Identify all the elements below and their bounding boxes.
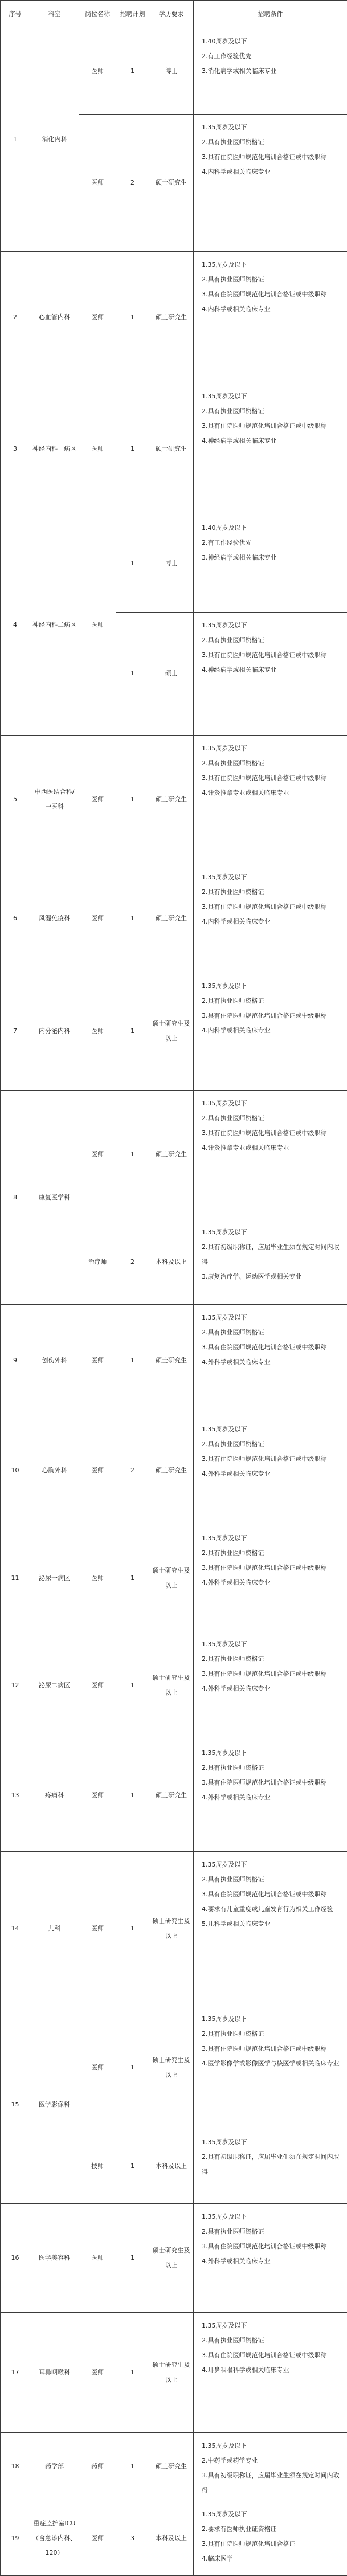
- row-number: 13: [1, 1740, 30, 1851]
- requirements: [194, 114, 347, 251]
- requirement-item: 2.具有执业医师资格证: [202, 997, 264, 1005]
- education-req: 硕士研究生: [149, 1090, 194, 1219]
- requirements: [194, 2312, 347, 2432]
- requirement-item: 1.35周岁及以下: [202, 621, 247, 629]
- row-number: 18: [1, 2432, 30, 2501]
- requirement-item: 3.具有住院医师规范化培训合格证或中级职称: [202, 1455, 327, 1463]
- requirements: [194, 2501, 347, 2576]
- requirement-item: 4.神经病学或相关临床专业: [202, 436, 277, 444]
- position-name: 医师: [79, 2006, 116, 2129]
- requirement-item: 1.35周岁及以下: [202, 1534, 247, 1542]
- requirements: [194, 735, 347, 864]
- requirements: [194, 2006, 347, 2129]
- requirement-item: 4.内科学或相关临床专业: [202, 305, 271, 313]
- position-name: 医师: [79, 1416, 116, 1525]
- row-number: 5: [1, 735, 30, 864]
- education-req: 硕士研究生及以上: [149, 973, 194, 1090]
- header-no: 序号: [1, 1, 30, 28]
- requirements: [194, 1416, 347, 1525]
- requirement-item: 2.要求有医师执业证资格证: [202, 2525, 277, 2533]
- requirement-item: 3.具有住院医师规范化培训合格证或中级职称: [202, 422, 327, 430]
- header-dept: 科室: [30, 1, 79, 28]
- plan-count: 1: [116, 735, 149, 864]
- position-name: 医师: [79, 1740, 116, 1851]
- requirement-item: 3.具有住院医师规范化培训合格证或中级职称: [202, 2242, 327, 2250]
- table-row: [1, 2006, 347, 2129]
- requirement-item: 4.外科学或相关临床专业: [202, 1358, 271, 1366]
- requirements: [194, 1851, 347, 2006]
- education-req: 博士: [149, 28, 194, 115]
- plan-count: 2: [116, 1416, 149, 1525]
- position-name: 医师: [79, 251, 116, 383]
- row-number: 17: [1, 2312, 30, 2432]
- row-number: 7: [1, 973, 30, 1090]
- requirement-item: 2.具有执业医师资格证: [202, 1763, 264, 1771]
- header-plan: 招聘计划: [116, 1, 149, 28]
- requirement-item: 4.医学影像学或影像医学与核医学或相关临床专业: [202, 2060, 340, 2068]
- requirement-item: 1.35周岁及以下: [202, 2510, 247, 2518]
- requirement-item: 1.35周岁及以下: [202, 1426, 247, 1434]
- plan-count: 1: [116, 2129, 149, 2204]
- requirement-item: 1.35周岁及以下: [202, 392, 247, 400]
- requirement-item: 1.35周岁及以下: [202, 1640, 247, 1648]
- requirements: [194, 1305, 347, 1416]
- requirement-item: 2.具有执业医师资格证: [202, 1549, 264, 1557]
- position-name: 医师: [79, 973, 116, 1090]
- requirement-item: 2.具有初级职称证，应届毕业生须在规定时间内取得: [202, 2153, 340, 2176]
- row-number: 10: [1, 1416, 30, 1525]
- header-requirements: 招聘条件: [194, 1, 347, 28]
- requirements: [194, 28, 347, 115]
- dept-name: 泌尿一病区: [30, 1525, 79, 1631]
- requirement-item: 3.具有住院医师规范化培训合格证或中级职称: [202, 1778, 327, 1786]
- row-number: 14: [1, 1851, 30, 2006]
- requirements: [194, 2203, 347, 2312]
- requirement-item: 3.具有初级职称证，应届毕业生须在规定时间内取得: [202, 2471, 340, 2494]
- position-name: 医师: [79, 383, 116, 515]
- requirement-item: 1.35周岁及以下: [202, 123, 247, 131]
- requirements: [194, 864, 347, 973]
- requirement-item: 3.具有住院医师规范化培训合格证或中级职称: [202, 1670, 327, 1678]
- header-position: 岗位名称: [79, 1, 116, 28]
- requirement-item: 1.35周岁及以下: [202, 1749, 247, 1757]
- education-req: 硕士研究生及以上: [149, 2203, 194, 2312]
- plan-count: 1: [116, 1525, 149, 1631]
- table-row: [1, 28, 347, 115]
- requirement-item: 3.具有住院医师规范化培训合格证或中级职称: [202, 153, 327, 161]
- requirement-item: 2.具有执业医师资格证: [202, 888, 264, 896]
- requirements: [194, 2129, 347, 2204]
- education-req: 硕士研究生: [149, 864, 194, 973]
- requirement-item: 1.35周岁及以下: [202, 744, 247, 752]
- requirement-item: 1.40周岁及以下: [202, 38, 247, 45]
- requirement-item: 2.具有执业医师资格证: [202, 1329, 264, 1337]
- requirement-item: 3.具有住院医师规范化培训合格证或中级职称: [202, 1011, 327, 1019]
- requirement-item: 1.35周岁及以下: [202, 873, 247, 881]
- requirement-item: 4.神经病学或相关临床专业: [202, 666, 277, 673]
- row-number: 3: [1, 383, 30, 515]
- table-row: [1, 1631, 347, 1740]
- plan-count: 2: [116, 114, 149, 251]
- requirement-item: 2.有工作经验优先: [202, 52, 252, 60]
- dept-name: 医学美容科: [30, 2203, 79, 2312]
- dept-name: 神经内科二病区: [30, 515, 79, 735]
- position-name: 医师: [79, 1305, 116, 1416]
- plan-count: 1: [116, 973, 149, 1090]
- table-row: [1, 735, 347, 864]
- position-name: 医师: [79, 1851, 116, 2006]
- education-req: 硕士研究生及以上: [149, 1631, 194, 1740]
- requirement-item: 3.康复治疗学、运动医学或相关专业: [202, 1272, 302, 1280]
- requirement-item: 1.35周岁及以下: [202, 2442, 247, 2450]
- table-row: [1, 2312, 347, 2432]
- position-name: 医师: [79, 864, 116, 973]
- dept-name: 泌尿二病区: [30, 1631, 79, 1740]
- education-req: 博士: [149, 515, 194, 612]
- row-number: 16: [1, 2203, 30, 2312]
- plan-count: 2: [116, 1219, 149, 1305]
- row-number: 2: [1, 251, 30, 383]
- dept-name: 耳鼻咽喉科: [30, 2312, 79, 2432]
- position-name: 医师: [79, 28, 116, 115]
- education-req: 本科及以上: [149, 2501, 194, 2576]
- requirement-item: 1.35周岁及以下: [202, 2321, 247, 2329]
- row-number: 19: [1, 2501, 30, 2576]
- table-row: [1, 1090, 347, 1219]
- education-req: 硕士研究生及以上: [149, 2006, 194, 2129]
- table-row: [1, 515, 347, 612]
- requirement-item: 4.针灸推拿专业或相关临床专业: [202, 1144, 289, 1152]
- requirement-item: 2.具有执业医师资格证: [202, 1875, 264, 1883]
- requirement-item: 4.耳鼻咽喉科学或相关临床专业: [202, 2366, 289, 2374]
- requirement-item: 2.有工作经验优先: [202, 538, 252, 546]
- row-number: 12: [1, 1631, 30, 1740]
- education-req: 硕士研究生: [149, 1740, 194, 1851]
- position-name: 医师: [79, 2312, 116, 2432]
- requirements: [194, 251, 347, 383]
- dept-name: 神经内科一病区: [30, 383, 79, 515]
- plan-count: 1: [116, 1631, 149, 1740]
- table-row: [1, 1740, 347, 1851]
- requirements: [194, 1090, 347, 1219]
- dept-name: 重症监护室ICU（含急诊内科、120）: [30, 2501, 79, 2576]
- requirements: [194, 2432, 347, 2501]
- dept-name: 创伤外科: [30, 1305, 79, 1416]
- position-name: 医师: [79, 1631, 116, 1740]
- requirement-item: 2.具有执业医师资格证: [202, 138, 264, 146]
- table-row: [1, 2432, 347, 2501]
- requirement-item: 1.35周岁及以下: [202, 2138, 247, 2146]
- position-name: 医师: [79, 735, 116, 864]
- requirement-item: 3.神经病学或相关临床专业: [202, 553, 277, 561]
- table-row: [1, 1416, 347, 1525]
- requirement-item: 4.要求有儿童重度或儿童发育行为相关工作经验: [202, 1905, 333, 1913]
- requirement-item: 2.中药学或药学专业: [202, 2456, 258, 2464]
- requirement-item: 2.具有执业医师资格证: [202, 1655, 264, 1663]
- education-req: 硕士研究生及以上: [149, 1525, 194, 1631]
- plan-count: 1: [116, 1851, 149, 2006]
- table-row: [1, 1305, 347, 1416]
- position-name: 医师: [79, 2203, 116, 2312]
- table-row: [1, 1525, 347, 1631]
- plan-count: 1: [116, 251, 149, 383]
- dept-name: 中西医结合科/中医科: [30, 735, 79, 864]
- requirements: [194, 1219, 347, 1305]
- requirements: [194, 612, 347, 735]
- plan-count: 1: [116, 2203, 149, 2312]
- row-number: 9: [1, 1305, 30, 1416]
- education-req: 硕士研究生: [149, 251, 194, 383]
- row-number: 8: [1, 1090, 30, 1305]
- requirement-item: 2.具有执业医师资格证: [202, 1114, 264, 1122]
- requirements: [194, 1740, 347, 1851]
- requirement-item: 3.具有住院医师规范化培训合格证或中级职称: [202, 290, 327, 298]
- requirement-item: 3.具有住院医师规范化培训合格证: [202, 2540, 296, 2548]
- requirement-item: 1.40周岁及以下: [202, 524, 247, 532]
- position-name: 医师: [79, 1525, 116, 1631]
- dept-name: 康复医学科: [30, 1090, 79, 1305]
- dept-name: 疼痛科: [30, 1740, 79, 1851]
- dept-name: 医学影像科: [30, 2006, 79, 2204]
- row-number: 4: [1, 515, 30, 735]
- requirement-item: 3.具有住院医师规范化培训合格证或中级职称: [202, 1890, 327, 1898]
- header-education: 学历要求: [149, 1, 194, 28]
- requirement-item: 4.内科学或相关临床专业: [202, 917, 271, 925]
- plan-count: 1: [116, 612, 149, 735]
- plan-count: 1: [116, 383, 149, 515]
- requirement-item: 2.具有执业医师资格证: [202, 759, 264, 767]
- requirement-item: 3.消化病学或相关临床专业: [202, 67, 277, 75]
- requirement-item: 4.外科学或相关临床专业: [202, 1579, 271, 1587]
- requirement-item: 1.35周岁及以下: [202, 1860, 247, 1868]
- education-req: 硕士研究生: [149, 1305, 194, 1416]
- row-number: 1: [1, 28, 30, 252]
- requirement-item: 1.35周岁及以下: [202, 1228, 247, 1236]
- position-name: 医师: [79, 1090, 116, 1219]
- table-row: [1, 973, 347, 1090]
- plan-count: 1: [116, 1090, 149, 1219]
- plan-count: 1: [116, 515, 149, 612]
- education-req: 硕士研究生: [149, 1416, 194, 1525]
- requirement-item: 1.35周岁及以下: [202, 1314, 247, 1322]
- requirements: [194, 1525, 347, 1631]
- requirement-item: 3.具有住院医师规范化培训合格证或中级职称: [202, 2045, 327, 2053]
- requirement-item: 4.内科学或相关临床专业: [202, 1026, 271, 1034]
- requirement-item: 4.外科学或相关临床专业: [202, 2257, 271, 2265]
- requirement-item: 2.具有执业医师资格证: [202, 1440, 264, 1448]
- requirement-item: 1.35周岁及以下: [202, 2015, 247, 2023]
- dept-name: 儿科: [30, 1851, 79, 2006]
- requirement-item: 4.外科学或相关临床专业: [202, 1685, 271, 1693]
- dept-name: 心胸外科: [30, 1416, 79, 1525]
- requirement-item: 1.35周岁及以下: [202, 1099, 247, 1107]
- plan-count: 1: [116, 1305, 149, 1416]
- requirement-item: 3.具有住院医师规范化培训合格证或中级职称: [202, 774, 327, 782]
- row-number: 15: [1, 2006, 30, 2204]
- dept-name: 风湿免疫科: [30, 864, 79, 973]
- dept-name: 心血管内科: [30, 251, 79, 383]
- requirement-item: 3.具有住院医师规范化培训合格证或中级职称: [202, 1129, 327, 1137]
- education-req: 硕士研究生及以上: [149, 2312, 194, 2432]
- requirement-item: 4.内科学或相关临床专业: [202, 168, 271, 175]
- requirement-item: 3.具有住院医师规范化培训合格证或中级职称: [202, 903, 327, 911]
- position-name: 药师: [79, 2432, 116, 2501]
- education-req: 本科及以上: [149, 2129, 194, 2204]
- table-row: [1, 251, 347, 383]
- requirements: [194, 383, 347, 515]
- requirements: [194, 973, 347, 1090]
- requirement-item: 2.具有执业医师资格证: [202, 636, 264, 644]
- table-row: [1, 1851, 347, 2006]
- dept-name: 药学部: [30, 2432, 79, 2501]
- row-number: 11: [1, 1525, 30, 1631]
- table-row: [1, 2501, 347, 2576]
- requirement-item: 2.具有执业医师资格证: [202, 407, 264, 415]
- plan-count: 1: [116, 2312, 149, 2432]
- dept-name: 消化内科: [30, 28, 79, 252]
- plan-count: 1: [116, 28, 149, 115]
- requirement-item: 3.具有住院医师规范化培训合格证或中级职称: [202, 2351, 327, 2359]
- education-req: 硕士研究生及以上: [149, 1851, 194, 2006]
- requirements: [194, 515, 347, 612]
- position-name: 治疗师: [79, 1219, 116, 1305]
- requirement-item: 2.具有执业医师资格证: [202, 2030, 264, 2038]
- requirement-item: 3.具有住院医师规范化培训合格证或中级职称: [202, 1344, 327, 1352]
- education-req: 本科及以上: [149, 1219, 194, 1305]
- requirement-item: 3.具有住院医师规范化培训合格证或中级职称: [202, 651, 327, 659]
- position-name: 医师: [79, 2501, 116, 2576]
- position-name: 技师: [79, 2129, 116, 2204]
- requirement-item: 2.具有执业医师资格证: [202, 2336, 264, 2344]
- education-req: 硕士研究生: [149, 114, 194, 251]
- requirement-item: 2.具有执业医师资格证: [202, 275, 264, 283]
- row-number: 6: [1, 864, 30, 973]
- requirement-item: 2.具有初级职称证，应届毕业生须在规定时间内取得: [202, 1243, 340, 1265]
- requirement-item: 4.临床医学: [202, 2555, 233, 2563]
- plan-count: 1: [116, 1740, 149, 1851]
- plan-count: 1: [116, 864, 149, 973]
- requirement-item: 4.外科学或相关临床专业: [202, 1470, 271, 1478]
- requirement-item: 2.具有执业医师资格证: [202, 2227, 264, 2235]
- requirement-item: 5.儿科学或相关临床专业: [202, 1920, 271, 1928]
- dept-name: 内分泌内科: [30, 973, 79, 1090]
- requirement-item: 1.35周岁及以下: [202, 2212, 247, 2220]
- position-name: 医师: [79, 515, 116, 735]
- table-row: [1, 383, 347, 515]
- education-req: 硕士研究生: [149, 735, 194, 864]
- plan-count: 3: [116, 2501, 149, 2576]
- table-row: [1, 864, 347, 973]
- requirement-item: 3.具有住院医师规范化培训合格证或中级职称: [202, 1564, 327, 1572]
- plan-count: 1: [116, 2006, 149, 2129]
- requirement-item: 4.外科学或相关临床专业: [202, 1793, 271, 1801]
- position-name: 医师: [79, 114, 116, 251]
- plan-count: 1: [116, 2432, 149, 2501]
- requirements: [194, 1631, 347, 1740]
- header-row: [1, 1, 347, 28]
- requirement-item: 4.针灸推拿专业或相关临床专业: [202, 789, 289, 797]
- education-req: 硕士研究生: [149, 2432, 194, 2501]
- education-req: 硕士研究生: [149, 383, 194, 515]
- requirement-item: 1.35周岁及以下: [202, 260, 247, 268]
- requirement-item: 1.35周岁及以下: [202, 982, 247, 990]
- education-req: 硕士: [149, 612, 194, 735]
- table-row: [1, 2203, 347, 2312]
